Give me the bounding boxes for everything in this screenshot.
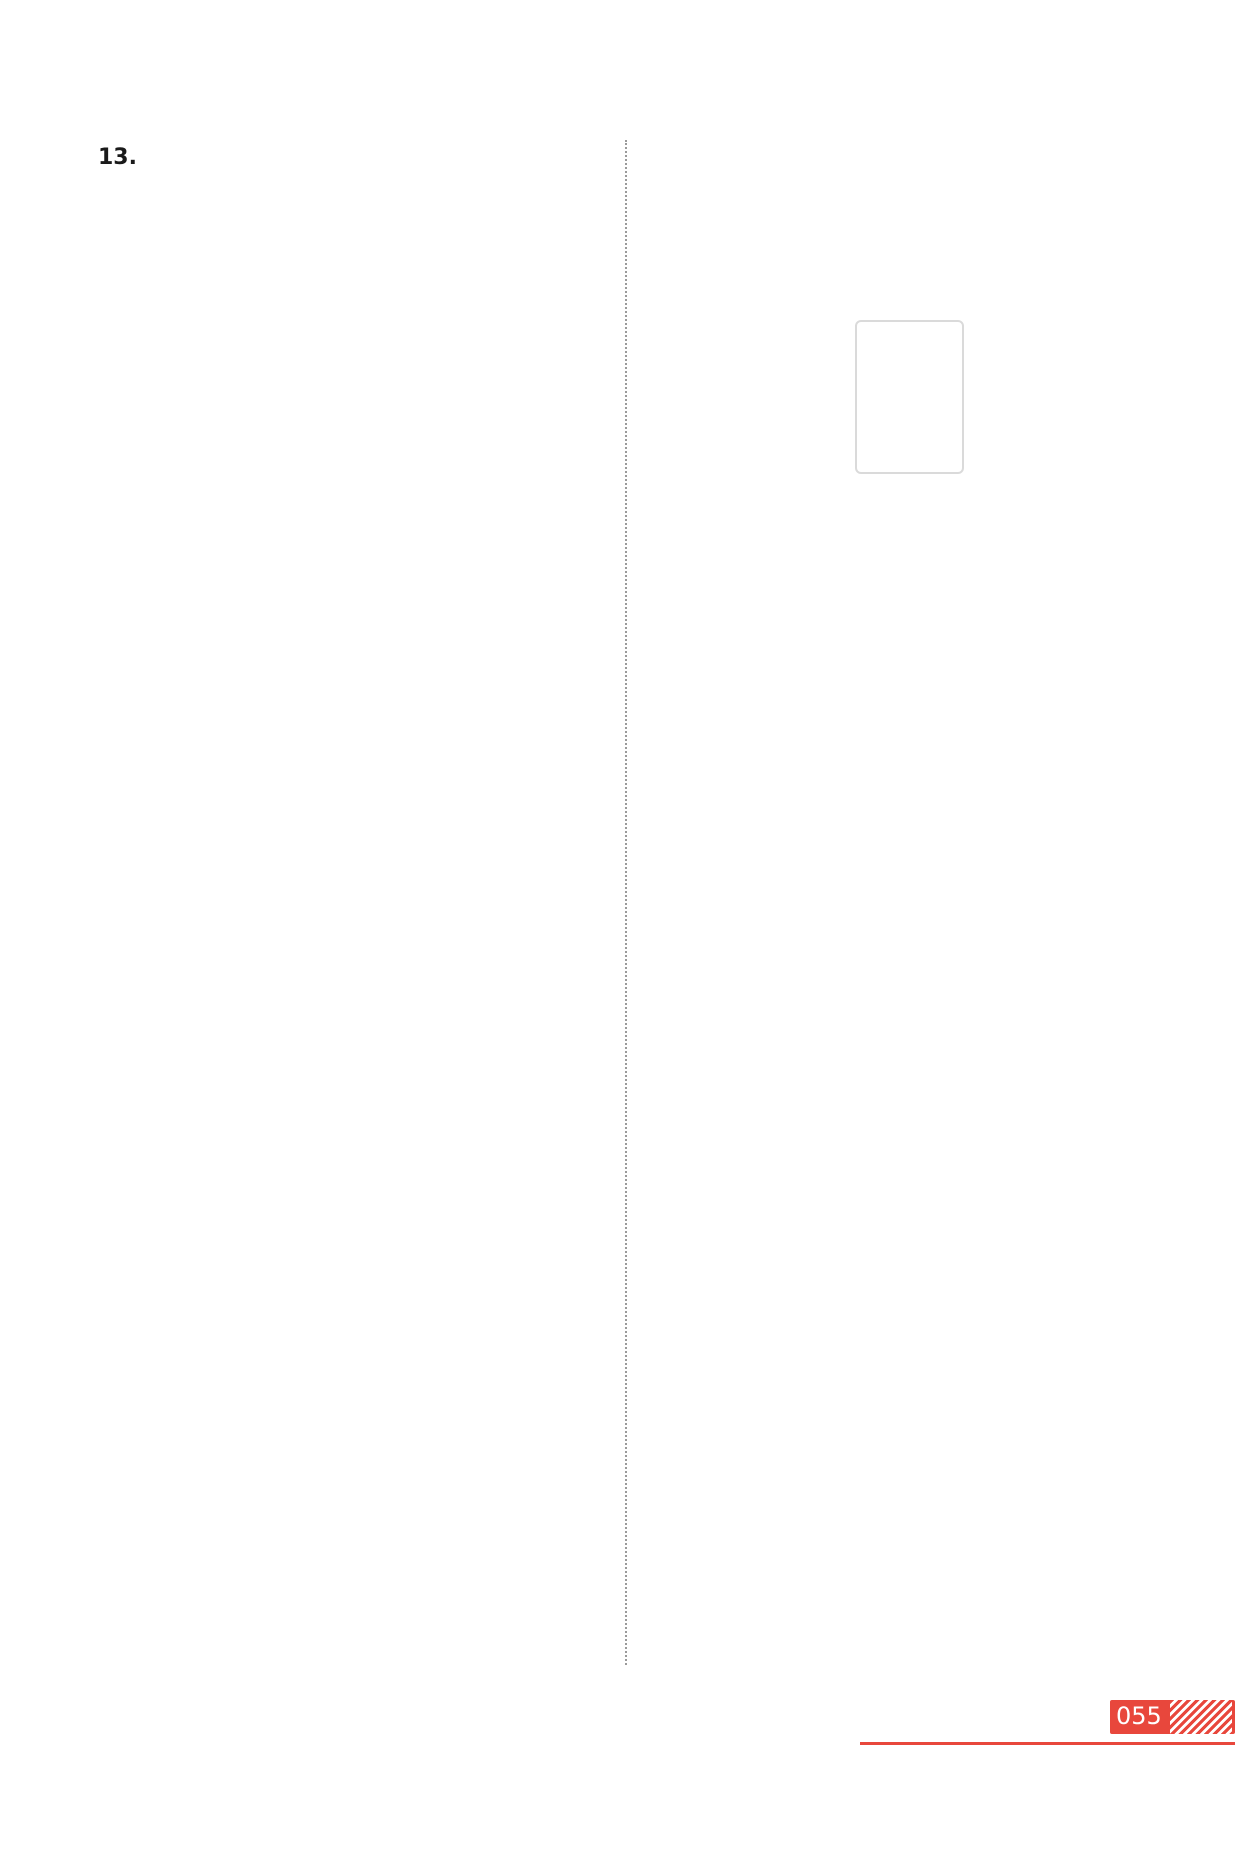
footer-rule	[860, 1742, 1235, 1745]
question-number: 13.	[98, 145, 137, 170]
left-column	[98, 130, 608, 350]
question-13	[98, 136, 608, 180]
page-number-badge	[1110, 1700, 1235, 1734]
question-stem	[142, 136, 608, 180]
page-number: 055	[1116, 1702, 1162, 1730]
hatch-decoration	[1170, 1700, 1232, 1734]
answer-space	[98, 180, 608, 350]
stamp-watermark	[855, 320, 964, 474]
page-footer	[860, 1700, 1240, 1750]
column-divider	[625, 140, 627, 1665]
